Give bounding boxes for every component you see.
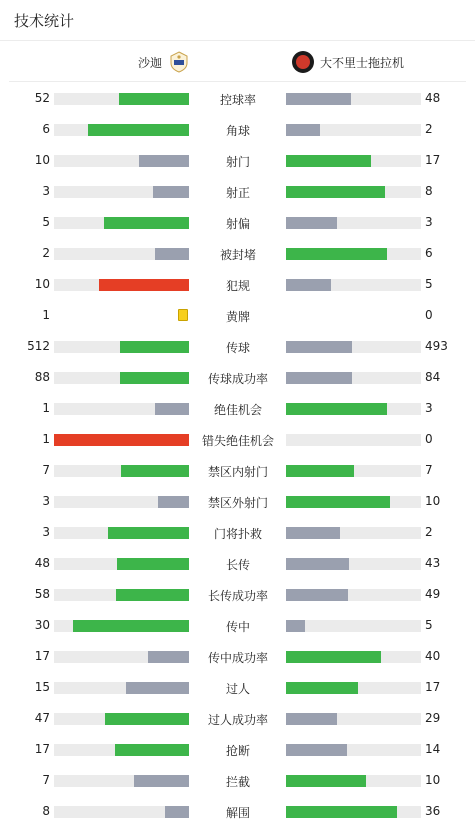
stat-row bbox=[0, 579, 475, 610]
stat-label: 过人 bbox=[225, 682, 250, 696]
stat-label: 过人成功率 bbox=[207, 713, 268, 727]
away-value: 17 bbox=[425, 153, 441, 167]
home-value: 8 bbox=[42, 804, 50, 818]
away-bar-track bbox=[286, 465, 421, 477]
away-bar-fill bbox=[286, 496, 390, 508]
away-bar-track bbox=[286, 558, 421, 570]
home-value: 7 bbox=[42, 773, 50, 787]
away-bar-track bbox=[286, 651, 421, 663]
home-bar-fill bbox=[158, 496, 189, 508]
home-value: 2 bbox=[42, 246, 50, 260]
home-bar-track bbox=[54, 806, 189, 818]
away-value: 17 bbox=[425, 680, 441, 694]
stat-row bbox=[0, 269, 475, 300]
stat-label: 长传成功率 bbox=[207, 589, 268, 603]
away-bar-track bbox=[286, 527, 421, 539]
home-value: 17 bbox=[34, 742, 50, 756]
stat-row bbox=[0, 610, 475, 641]
away-bar-track bbox=[286, 744, 421, 756]
home-value: 3 bbox=[42, 494, 50, 508]
home-value: 58 bbox=[34, 587, 50, 601]
stat-row bbox=[0, 517, 475, 548]
stat-row bbox=[0, 114, 475, 145]
away-bar-track bbox=[286, 403, 421, 415]
away-bar-fill bbox=[286, 558, 349, 570]
home-bar-fill bbox=[104, 217, 189, 229]
stat-row bbox=[0, 734, 475, 765]
home-bar-fill bbox=[153, 186, 189, 198]
away-value: 6 bbox=[425, 246, 433, 260]
away-bar-fill bbox=[286, 341, 352, 353]
teams-header bbox=[9, 41, 466, 82]
home-bar-track bbox=[54, 775, 189, 787]
away-bar-track bbox=[286, 775, 421, 787]
stat-label: 射偏 bbox=[225, 217, 250, 231]
home-bar-track bbox=[54, 744, 189, 756]
away-bar-track bbox=[286, 620, 421, 632]
stat-row bbox=[0, 486, 475, 517]
stat-label: 绝佳机会 bbox=[213, 403, 262, 417]
home-bar-fill bbox=[88, 124, 189, 136]
home-value: 6 bbox=[42, 122, 50, 136]
away-value: 0 bbox=[425, 308, 433, 322]
home-bar-fill bbox=[165, 806, 189, 818]
away-bar-fill bbox=[286, 155, 371, 167]
away-bar-fill bbox=[286, 806, 397, 818]
home-bar-fill bbox=[54, 434, 189, 446]
stat-row bbox=[0, 765, 475, 796]
stat-row bbox=[0, 703, 475, 734]
stat-label: 传球成功率 bbox=[207, 372, 268, 386]
home-bar-track bbox=[54, 589, 189, 601]
title-bar bbox=[0, 0, 475, 41]
yellow-card-icon bbox=[178, 309, 188, 321]
home-bar-track bbox=[54, 527, 189, 539]
stat-label: 黄牌 bbox=[225, 310, 250, 324]
home-bar-track bbox=[54, 682, 189, 694]
stat-label: 传球 bbox=[225, 341, 250, 355]
home-value: 7 bbox=[42, 463, 50, 477]
home-bar-fill bbox=[126, 682, 189, 694]
home-bar-fill bbox=[117, 558, 189, 570]
home-bar-fill bbox=[155, 403, 189, 415]
stat-label: 被封堵 bbox=[219, 248, 256, 262]
away-bar-fill bbox=[286, 651, 381, 663]
home-value: 15 bbox=[34, 680, 50, 694]
away-value: 7 bbox=[425, 463, 433, 477]
home-value: 47 bbox=[34, 711, 50, 725]
home-bar-track bbox=[54, 713, 189, 725]
home-bar-track bbox=[54, 434, 189, 446]
away-bar-fill bbox=[286, 713, 337, 725]
home-bar-track bbox=[54, 248, 189, 260]
stat-label: 错失绝佳机会 bbox=[201, 434, 274, 448]
home-bar-fill bbox=[121, 465, 189, 477]
home-value: 512 bbox=[27, 339, 50, 353]
home-bar-track bbox=[54, 651, 189, 663]
stat-row bbox=[0, 176, 475, 207]
home-bar-fill bbox=[120, 341, 189, 353]
stat-row bbox=[0, 362, 475, 393]
away-bar-track bbox=[286, 372, 421, 384]
stat-label: 禁区内射门 bbox=[207, 465, 268, 479]
home-value: 10 bbox=[34, 153, 50, 167]
away-team bbox=[292, 51, 404, 73]
home-value: 17 bbox=[34, 649, 50, 663]
stat-label: 射门 bbox=[225, 155, 250, 169]
away-value: 2 bbox=[425, 525, 433, 539]
stat-row bbox=[0, 300, 475, 331]
away-bar-track bbox=[286, 155, 421, 167]
away-bar-fill bbox=[286, 527, 340, 539]
home-bar-track bbox=[54, 558, 189, 570]
stat-row bbox=[0, 455, 475, 486]
home-bar-fill bbox=[73, 620, 189, 632]
stat-label: 抢断 bbox=[225, 744, 250, 758]
away-bar-track bbox=[286, 496, 421, 508]
away-bar-fill bbox=[286, 589, 348, 601]
page-title: 技术统计 bbox=[14, 12, 75, 30]
away-bar-fill bbox=[286, 620, 305, 632]
stat-label: 禁区外射门 bbox=[207, 496, 268, 510]
home-value: 3 bbox=[42, 184, 50, 198]
stat-row bbox=[0, 207, 475, 238]
away-value: 8 bbox=[425, 184, 433, 198]
away-bar-track bbox=[286, 217, 421, 229]
away-bar-fill bbox=[286, 403, 387, 415]
away-bar-track bbox=[286, 434, 421, 446]
stat-row bbox=[0, 83, 475, 114]
home-bar-fill bbox=[108, 527, 189, 539]
home-value: 1 bbox=[42, 308, 50, 322]
away-value: 29 bbox=[425, 711, 441, 725]
home-bar-track bbox=[54, 155, 189, 167]
away-bar-fill bbox=[286, 372, 352, 384]
away-bar-fill bbox=[286, 248, 387, 260]
away-value: 36 bbox=[425, 804, 441, 818]
home-bar-track bbox=[54, 496, 189, 508]
away-value: 3 bbox=[425, 401, 433, 415]
home-bar-fill bbox=[148, 651, 189, 663]
home-bar-track bbox=[54, 620, 189, 632]
stat-label: 传中成功率 bbox=[207, 651, 268, 665]
away-value: 5 bbox=[425, 277, 433, 291]
away-value: 84 bbox=[425, 370, 441, 384]
away-bar-track bbox=[286, 279, 421, 291]
away-bar-track bbox=[286, 682, 421, 694]
home-bar-track bbox=[54, 372, 189, 384]
away-value: 0 bbox=[425, 432, 433, 446]
away-bar-fill bbox=[286, 186, 385, 198]
stat-row bbox=[0, 238, 475, 269]
away-value: 10 bbox=[425, 494, 441, 508]
away-bar-track bbox=[286, 589, 421, 601]
away-bar-fill bbox=[286, 217, 337, 229]
home-bar-fill bbox=[115, 744, 189, 756]
away-bar-track bbox=[286, 186, 421, 198]
home-bar-fill bbox=[116, 589, 189, 601]
home-bar-fill bbox=[120, 372, 189, 384]
stat-row bbox=[0, 393, 475, 424]
away-value: 49 bbox=[425, 587, 441, 601]
home-bar-track bbox=[54, 186, 189, 198]
stat-label: 犯规 bbox=[225, 279, 250, 293]
away-value: 493 bbox=[425, 339, 448, 353]
away-value: 43 bbox=[425, 556, 441, 570]
stat-row bbox=[0, 641, 475, 672]
away-bar-track bbox=[286, 248, 421, 260]
home-value: 52 bbox=[34, 91, 50, 105]
stat-row bbox=[0, 548, 475, 579]
stat-row bbox=[0, 331, 475, 362]
stat-label: 传中 bbox=[225, 620, 250, 634]
away-value: 2 bbox=[425, 122, 433, 136]
away-bar-track bbox=[286, 124, 421, 136]
stat-label: 长传 bbox=[225, 558, 250, 572]
stat-label: 射正 bbox=[225, 186, 250, 200]
home-bar-track bbox=[54, 465, 189, 477]
stat-label: 控球率 bbox=[219, 93, 256, 107]
stat-row bbox=[0, 796, 475, 827]
home-bar-track bbox=[54, 341, 189, 353]
away-bar-fill bbox=[286, 744, 347, 756]
stat-row bbox=[0, 424, 475, 455]
home-value: 5 bbox=[42, 215, 50, 229]
away-bar-track bbox=[286, 341, 421, 353]
home-bar-fill bbox=[119, 93, 189, 105]
home-bar-track bbox=[54, 124, 189, 136]
home-team bbox=[138, 51, 190, 73]
stat-row bbox=[0, 145, 475, 176]
away-value: 40 bbox=[425, 649, 441, 663]
away-bar-fill bbox=[286, 124, 320, 136]
away-bar-fill bbox=[286, 93, 351, 105]
stat-row bbox=[0, 672, 475, 703]
home-value: 10 bbox=[34, 277, 50, 291]
stat-label: 门将扑救 bbox=[213, 527, 262, 541]
home-team-name: 沙迦 bbox=[137, 55, 162, 70]
away-value: 48 bbox=[425, 91, 441, 105]
away-bar-fill bbox=[286, 775, 366, 787]
home-bar-fill bbox=[155, 248, 189, 260]
away-bar-fill bbox=[286, 279, 331, 291]
home-value: 88 bbox=[34, 370, 50, 384]
away-value: 5 bbox=[425, 618, 433, 632]
away-bar-fill bbox=[286, 465, 354, 477]
home-bar-fill bbox=[105, 713, 189, 725]
away-value: 10 bbox=[425, 773, 441, 787]
home-team-crest-icon bbox=[168, 51, 190, 73]
away-bar-track bbox=[286, 93, 421, 105]
home-bar-track bbox=[54, 279, 189, 291]
home-value: 1 bbox=[42, 432, 50, 446]
away-team-crest-icon bbox=[292, 51, 314, 73]
home-value: 30 bbox=[34, 618, 50, 632]
stat-label: 拦截 bbox=[225, 775, 250, 789]
home-bar-fill bbox=[139, 155, 189, 167]
home-bar-track bbox=[54, 217, 189, 229]
away-value: 14 bbox=[425, 742, 441, 756]
away-team-name: 大不里士拖拉机 bbox=[320, 55, 405, 70]
home-value: 3 bbox=[42, 525, 50, 539]
home-bar-fill bbox=[134, 775, 189, 787]
stat-label: 角球 bbox=[225, 124, 250, 138]
home-value: 1 bbox=[42, 401, 50, 415]
away-value: 3 bbox=[425, 215, 433, 229]
away-bar-track bbox=[286, 713, 421, 725]
away-bar-track bbox=[286, 806, 421, 818]
home-value: 48 bbox=[34, 556, 50, 570]
home-bar-track bbox=[54, 93, 189, 105]
stat-label: 解围 bbox=[225, 806, 250, 820]
home-bar-track bbox=[54, 403, 189, 415]
away-bar-fill bbox=[286, 682, 358, 694]
home-bar-fill bbox=[99, 279, 189, 291]
